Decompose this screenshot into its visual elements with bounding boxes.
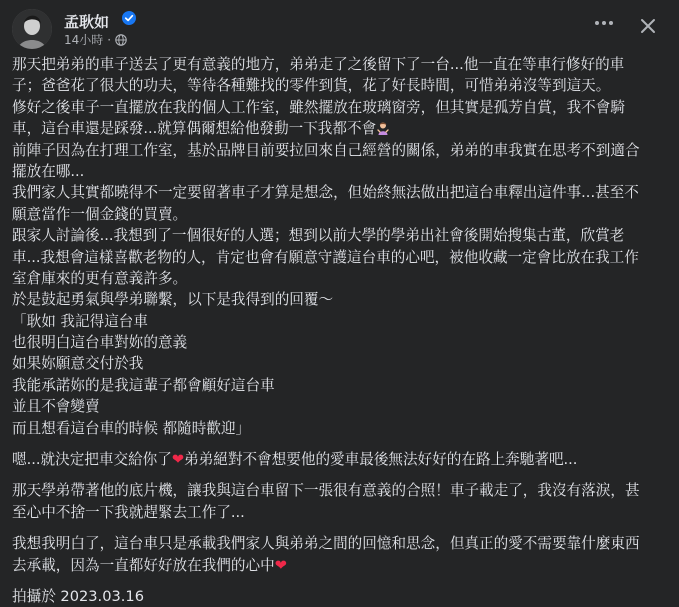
paragraph-gap bbox=[12, 470, 667, 480]
paragraph-gap bbox=[12, 439, 667, 449]
avatar[interactable] bbox=[12, 9, 52, 49]
post-line bbox=[12, 118, 667, 139]
post-line: 車...我想會這樣喜歡老物的人，肯定也會有願意守護這台車的心吧，被他收藏一定會比放在我工作 bbox=[12, 248, 639, 266]
paragraph-gap bbox=[12, 523, 667, 533]
verified-badge-icon bbox=[122, 11, 136, 25]
post-line: 我們家人其實都曉得不一定要留著車子才算是想念，但始終無法做出把這台車釋出這件事...甚至不 bbox=[12, 184, 639, 202]
post-meta bbox=[64, 31, 127, 48]
post-line bbox=[12, 555, 667, 576]
post-line: 於是鼓起勇氣與學弟聯繫，以下是我得到的回覆～ bbox=[12, 291, 334, 309]
meta-separator: · bbox=[107, 32, 112, 47]
close-button[interactable] bbox=[635, 13, 661, 39]
post-line: 前陣子因為在打理工作室，基於品牌目前要拉回來自己經營的關係，弟弟的車我實在思考不到適合 bbox=[12, 141, 640, 159]
post-line: 子；爸爸花了很大的功夫，等待各種難找的零件到貨，花了好長時間，可惜弟弟沒等到這天。 bbox=[12, 77, 611, 95]
post-line: 如果妳願意交付於我 bbox=[12, 355, 144, 373]
post-line: 至心中不捨一下我就趕緊去工作了... bbox=[12, 503, 245, 521]
post-line bbox=[12, 449, 667, 470]
more-options-button[interactable] bbox=[589, 15, 619, 39]
post-body bbox=[12, 54, 667, 607]
post-line-text: 去承載，因為一直都好好放在我們的心中 bbox=[12, 556, 275, 574]
close-icon bbox=[635, 13, 661, 39]
post-line: 而且想看這台車的時候 都隨時歡迎」 bbox=[12, 419, 251, 437]
paragraph-gap bbox=[12, 576, 667, 586]
post-line: 我能承諾妳的是我這輩子都會顧好這台車 bbox=[12, 376, 275, 394]
post-line: 擺放在哪... bbox=[12, 162, 85, 180]
woman-shrugging-emoji-icon bbox=[376, 121, 390, 135]
photo-taken-date: 拍攝於 2023.03.16 bbox=[12, 587, 144, 605]
heart-emoji-icon: ❤ bbox=[171, 451, 185, 469]
post-line-text: 弟弟絕對不會想要他的愛車最後無法好好的在路上奔馳著吧... bbox=[184, 451, 578, 469]
post-line: 室倉庫來的更有意義許多。 bbox=[12, 269, 188, 287]
post-line-text: 嗯...就決定把車交給你了 bbox=[12, 451, 172, 469]
post-line-text: 車，這台車還是踩發...就算偶爾想給他發動一下我都不會 bbox=[12, 120, 377, 138]
post-line: 並且不會變賣 bbox=[12, 398, 100, 416]
post-line: 那天把弟弟的車子送去了更有意義的地方，弟弟走了之後留下了一台...他一直在等車行修好的車 bbox=[12, 56, 625, 73]
more-options-icon bbox=[592, 15, 616, 31]
post-line: 願意當作一個金錢的買賣。 bbox=[12, 205, 188, 223]
post-timestamp[interactable]: 14小時 bbox=[64, 33, 104, 47]
post-line: 也很明白這台車對妳的意義 bbox=[12, 334, 188, 352]
post-line: 「耿如 我記得這台車 bbox=[12, 312, 148, 330]
post-header bbox=[12, 9, 667, 49]
post-line: 修好之後車子一直擺放在我的個人工作室，雖然擺放在玻璃窗旁，但其實是孤芳自賞，我不會騎 bbox=[12, 98, 625, 116]
post-line: 我想我明白了，這台車只是承載我們家人與弟弟之間的回憶和思念，但真正的愛不需要靠什麼東西 bbox=[12, 535, 640, 553]
author-name[interactable]: 孟耿如 bbox=[64, 13, 110, 31]
heart-emoji-icon: ❤ bbox=[274, 556, 287, 574]
post-line: 那天學弟帶著他的底片機，讓我與這台車留下一張很有意義的合照！車子載走了，我沒有落淚，甚 bbox=[12, 482, 640, 500]
post-line: 跟家人討論後...我想到了一個很好的人選；想到以前大學的學弟出社會後開始搜集古董，欣賞老 bbox=[12, 227, 625, 245]
globe-icon bbox=[115, 34, 127, 46]
